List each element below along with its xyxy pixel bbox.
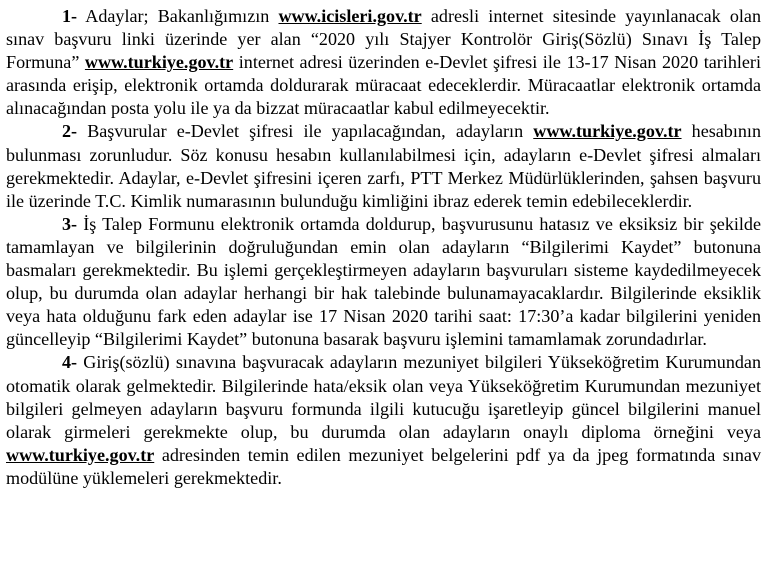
paragraph-3 <box>6 213 761 352</box>
icisleri-link[interactable]: www.icisleri.gov.tr <box>278 6 422 26</box>
paragraph-text: Adaylar; Bakanlığımızın <box>77 6 279 26</box>
paragraph-text: internet adresi üzerinden e-Devlet şifresi ile 13-17 Nisan 2020 tarihleri arasında erişip, elektronik ortamda doldurarak müracaat edeceklerdir. Müracaatlar elektronik ortamda alınacağından posta yolu ile ya da bizzat müracaatlar kabul edilmeyecektir. <box>6 52 761 119</box>
turkiye-link[interactable]: www.turkiye.gov.tr <box>6 444 155 465</box>
paragraph-number: 2- <box>62 121 78 142</box>
paragraph-number: 1- <box>62 6 78 26</box>
paragraph-text: İş Talep Formunu elektronik ortamda doldurup, başvurusunu hatasız ve eksiksiz bir şekilde tamamlayan ve bilgilerinin doğruluğundan emin olan adayların “Bilgilerimi Kaydet” butonuna basmaları gerekmektedir. Bu işlemi gerçekleştirmeyen adayların başvuruları sisteme kaydedilmeyecek olup, bu durumda olan adaylar herhangi bir hak talebinde bulunamayacaklardır. Bilgilerinde eksiklik veya hata olduğunu fark eden adaylar ise 17 Nisan 2020 tarihi saat: 17:30’a kadar bilgilerini yeniden güncelleyip “Bilgilerimi Kaydet” butonuna basarak başvuru işlemini tamamlamak zorundadırlar. <box>6 213 761 350</box>
paragraph-number: 4- <box>62 352 78 373</box>
turkiye-link[interactable]: www.turkiye.gov.tr <box>84 52 234 73</box>
paragraph-text: Başvurular e-Devlet şifresi ile yapılacağından, adayların <box>77 121 534 142</box>
paragraph-number: 3- <box>62 213 78 234</box>
paragraph-text: hesabının bulunması zorunludur. Söz konusu hesabın kullanılabilmesi için, adayların e-Devlet şifresi almaları gerekmektedir. Adaylar, e-Devlet şifresini içeren zarfı, PTT Merkez Müdürlüklerinden, şahsen başvuru ile üzerinde T.C. Kimlik numarasının bulunduğu kimliğini ibraz ederek temin edebileceklerdir. <box>6 121 761 211</box>
paragraph-text: adresli internet sitesinde yayınlanacak olan sınav başvuru linki üzerinde yer alan “2020 yılı Stajyer Kontrolör Giriş(Sözlü) Sınavı İş Talep Formuna” <box>6 6 761 73</box>
paragraph-1 <box>6 5 761 120</box>
paragraph-2 <box>6 120 761 212</box>
paragraph-text: adresinden temin edilen mezuniyet belgelerini pdf ya da jpeg formatında sınav modülüne yüklemeleri gerekmektedir. <box>6 444 761 488</box>
paragraph-text: Giriş(sözlü) sınavına başvuracak adayların mezuniyet bilgileri Yükseköğretim Kurumundan otomatik olarak gelmektedir. Bilgilerinde hata/eksik olan veya Yükseköğretim Kurumundan mezuniyet bilgileri gelmeyen adayların başvuru formunda ilgili kutucuğu işaretleyip güncel bilgilerini manuel olarak girmeleri gerekmekte olup, bu durumda olan adayların onaylı diploma örneğini veya <box>6 352 761 442</box>
paragraph-4 <box>6 351 761 490</box>
turkiye-link[interactable]: www.turkiye.gov.tr <box>533 121 682 142</box>
